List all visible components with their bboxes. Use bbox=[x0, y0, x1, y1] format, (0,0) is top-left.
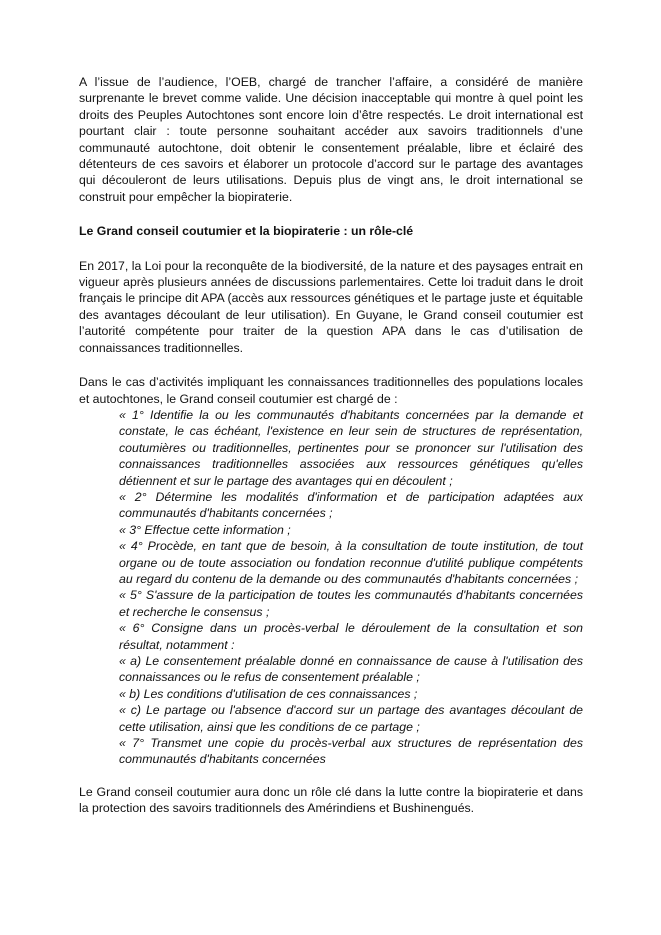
paragraph-loi-2017: En 2017, la Loi pour la reconquête de la biodiversité, de la nature et des paysages entrait en vigueur après plusieurs années de discussions parlementaires. Cette loi traduit dans le droit français le principe dit APA (accès aux ressources génétiques et le partage juste et équitable des avantages découlant de leur utilisation). En Guyane, le Grand conseil coutumier est l’autorité compétente pour traiter de la question APA dans le cas d’utilisation de connaissances traditionnelles. bbox=[79, 258, 583, 355]
section-heading: Le Grand conseil coutumier et la biopiraterie : un rôle-clé bbox=[79, 224, 414, 239]
paragraph-conclusion: Le Grand conseil coutumier aura donc un rôle clé dans la lutte contre la biopiraterie et dans la protection des savoirs traditionnels des Amérindiens et Bushinengués. bbox=[79, 784, 583, 816]
paragraph-intro-list: Dans le cas d’activités impliquant les connaissances traditionnelles des populations locales et autochtones, le Grand conseil coutumier est chargé de : bbox=[79, 375, 583, 406]
mission-list bbox=[79, 407, 583, 768]
list-item: « 4° Procède, en tant que de besoin, à la consultation de toute institution, de tout organe ou de toute association ou fondation reconnue d'utilité publique compétents au regard du contenu de la demande ou des communautés d'habitants concernées ; bbox=[119, 539, 583, 586]
list-item: « 7° Transmet une copie du procès-verbal aux structures de représentation des communautés d'habitants concernées bbox=[119, 736, 583, 767]
paragraph-audience: A l’issue de l’audience, l’OEB, chargé de trancher l’affaire, a considéré de manière surprenante le brevet comme valide. Une décision inacceptable qui montre à quel point les droits des Peuples Autochtones sont encore loin d’être respectés. Le droit international est pourtant clair : toute personne souhaitant accéder aux savoirs traditionnels d’une communauté autochtone, doit obtenir le consentement préalable, libre et éclairé des détenteurs de ces savoirs et élaborer un protocole d’accord sur le partage des avantages qui découleront de leurs utilisations. Depuis plus de vingt ans, le droit international se construit pour empêcher la biopiraterie. bbox=[79, 75, 583, 204]
list-item: « a) Le consentement préalable donné en connaissance de cause à l'utilisation des connaissances ou le refus de consentement préalable ; bbox=[119, 654, 583, 685]
list-item: « b) Les conditions d'utilisation de ces connaissances ; bbox=[119, 686, 418, 701]
list-item: « 5° S'assure de la participation de toutes les communautés d'habitants concernées et recherche le consensus ; bbox=[119, 588, 583, 619]
document-page bbox=[79, 74, 583, 817]
list-item: « c) Le partage ou l'absence d'accord sur un partage des avantages découlant de cette utilisation, ainsi que les conditions de ce partage ; bbox=[119, 703, 583, 734]
list-item: « 2° Détermine les modalités d'information et de participation adaptées aux communautés d'habitants concernées ; bbox=[119, 489, 583, 521]
list-item: « 1° Identifie la ou les communautés d'habitants concernées par la demande et constate, le cas échéant, l'existence en leur sein de structures de représentation, coutumières ou traditionnelles, pertinentes pour se prononcer sur l'utilisation des connaissances traditionnelles associées aux ressources génétiques qu'elles détiennent et sur le partage des avantages qui en découlent ; bbox=[119, 407, 583, 488]
list-item: « 6° Consigne dans un procès-verbal le déroulement de la consultation et son résultat, notamment : bbox=[119, 621, 583, 652]
list-item: « 3° Effectue cette information ; bbox=[119, 522, 291, 537]
